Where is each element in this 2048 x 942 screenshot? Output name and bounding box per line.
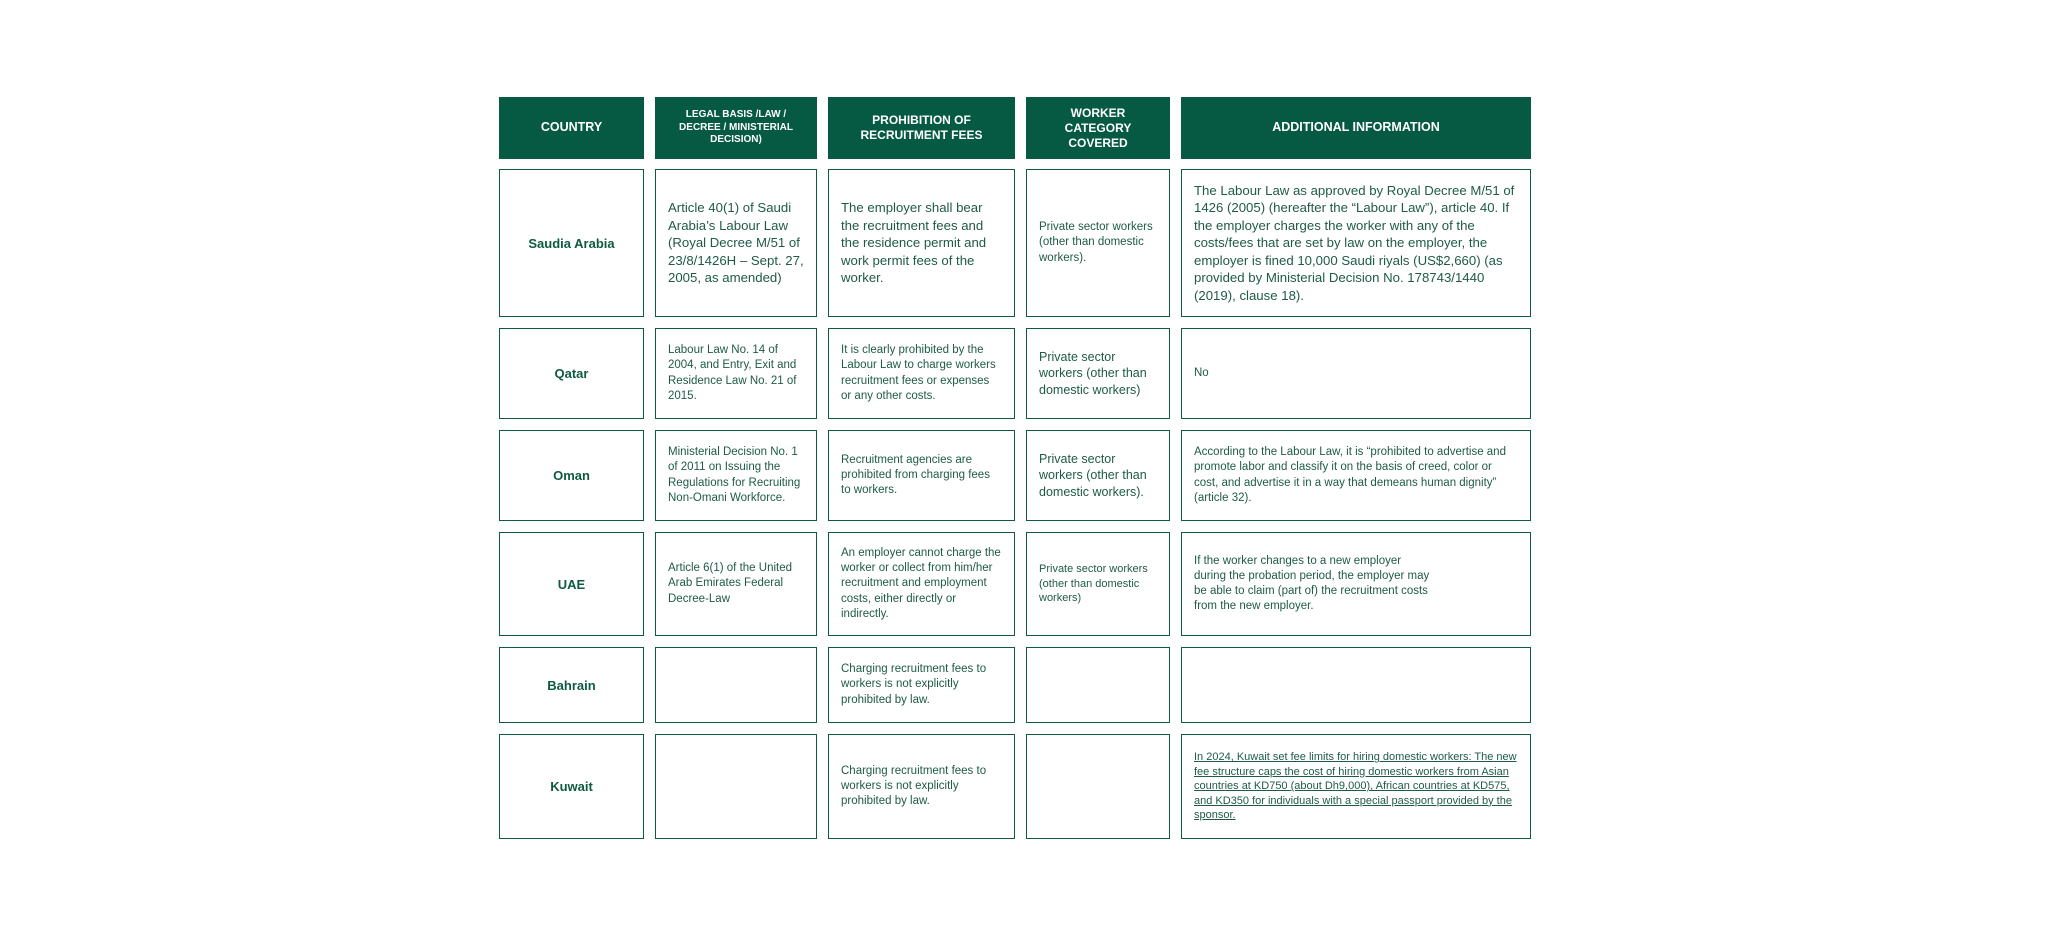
cell-prohibition: [828, 647, 1015, 723]
additional-info-text: According to the Labour Law, it is “prohibited to advertise and promote labor and classify it on the basis of creed, color or cost, and advertise it in a way that demeans human dignity” (article 32).: [1194, 446, 1506, 504]
cell-worker-category: [1026, 328, 1170, 419]
country-name: Kuwait: [550, 779, 593, 794]
cell-legal-basis: [655, 430, 817, 521]
header-worker-category: WORKER CATEGORY COVERED: [1026, 97, 1170, 159]
cell-additional-info: [1181, 430, 1531, 521]
cell-country: [499, 532, 644, 636]
prohibition-text: It is clearly prohibited by the Labour Law to charge workers recruitment fees or expenses or any other costs.: [841, 344, 996, 402]
cell-prohibition: [828, 328, 1015, 419]
legal-basis-text: Labour Law No. 14 of 2004, and Entry, Exit and Residence Law No. 21 of 2015.: [668, 344, 797, 402]
cell-worker-category: [1026, 647, 1170, 723]
header-prohibition: PROHIBITION OF RECRUITMENT FEES: [828, 97, 1015, 159]
cell-additional-info: [1181, 169, 1531, 317]
country-name: Bahrain: [547, 677, 596, 693]
cell-additional-info: [1181, 328, 1531, 419]
country-name: UAE: [557, 576, 586, 592]
additional-info-text: No: [1194, 366, 1209, 379]
country-name: Saudia Arabia: [528, 235, 615, 251]
cell-country: [499, 328, 644, 419]
cell-legal-basis: [655, 647, 817, 723]
additional-info-text: If the worker changes to a new employer during the probation period, the employer may be able to claim (part of) the recruitment costs from the new employer.: [1194, 554, 1430, 613]
legal-basis-text: Ministerial Decision No. 1 of 2011 on Issuing the Regulations for Recruiting Non-Omani Workforce.: [668, 446, 801, 504]
cell-additional-info: [1181, 734, 1531, 839]
prohibition-text: Recruitment agencies are prohibited from charging fees to workers.: [841, 453, 990, 497]
header-additional-info: ADDITIONAL INFORMATION: [1181, 97, 1531, 159]
cell-additional-info: [1181, 647, 1531, 723]
prohibition-text: An employer cannot charge the worker or collect from him/her recruitment and employment costs, either directly or indirectly.: [841, 547, 1001, 620]
cell-legal-basis: [655, 328, 817, 419]
cell-country: [499, 647, 644, 723]
cell-prohibition: [828, 734, 1015, 839]
worker-category-text: Private sector workers (other than domestic workers): [1039, 349, 1147, 397]
header-legal-basis: LEGAL BASIS /LAW / DECREE / MINISTERIAL DECISION): [655, 97, 817, 159]
cell-worker-category: [1026, 532, 1170, 636]
prohibition-text: The employer shall bear the recruitment fees and the residence permit and work permit fees of the worker.: [841, 200, 987, 286]
cell-country: [499, 169, 644, 317]
country-name: Oman: [553, 468, 590, 483]
cell-worker-category: [1026, 169, 1170, 317]
worker-category-text: Private sector workers (other than domestic workers).: [1039, 451, 1147, 499]
cell-worker-category: [1026, 734, 1170, 839]
legal-basis-text: Article 6(1) of the United Arab Emirates Federal Decree-Law: [668, 562, 793, 605]
additional-info-link[interactable]: In 2024, Kuwait set fee limits for hiring domestic workers: The new fee structure caps the cost of hiring domestic workers from Asian countries at KD750 (about Dh9,000), African countries at KD575, and KD350 for individuals with a special passport provided by the sponsor.: [1194, 751, 1517, 822]
cell-prohibition: [828, 430, 1015, 521]
cell-country: [499, 734, 644, 839]
prohibition-text: Charging recruitment fees to workers is not explicitly prohibited by law.: [841, 764, 987, 808]
country-name: Qatar: [554, 366, 589, 381]
cell-legal-basis: [655, 169, 817, 317]
cell-country: [499, 430, 644, 521]
cell-worker-category: [1026, 430, 1170, 521]
header-country: COUNTRY: [499, 97, 644, 159]
additional-info-text: The Labour Law as approved by Royal Decree M/51 of 1426 (2005) (hereafter the “Labour Law”), article 40. If the employer charges the worker with any of the costs/fees that are set by law on the employer, the employer is fined 10,000 Saudi riyals (US$2,660) (as provided by Ministerial Decision No. 178743/1440 (2019), clause 18).: [1194, 183, 1515, 303]
cell-legal-basis: [655, 532, 817, 636]
cell-prohibition: [828, 532, 1015, 636]
cell-additional-info: [1181, 532, 1531, 636]
worker-category-text: Private sector workers (other than domestic workers): [1039, 563, 1148, 605]
legal-basis-text: Article 40(1) of Saudi Arabia’s Labour Law (Royal Decree M/51 of 23/8/1426H – Sept. 27, 2005, as amended): [668, 200, 804, 286]
worker-category-text: Private sector workers (other than domestic workers).: [1039, 221, 1153, 264]
cell-prohibition: [828, 169, 1015, 317]
cell-legal-basis: [655, 734, 817, 839]
prohibition-text: Charging recruitment fees to workers is not explicitly prohibited by law.: [841, 663, 987, 706]
